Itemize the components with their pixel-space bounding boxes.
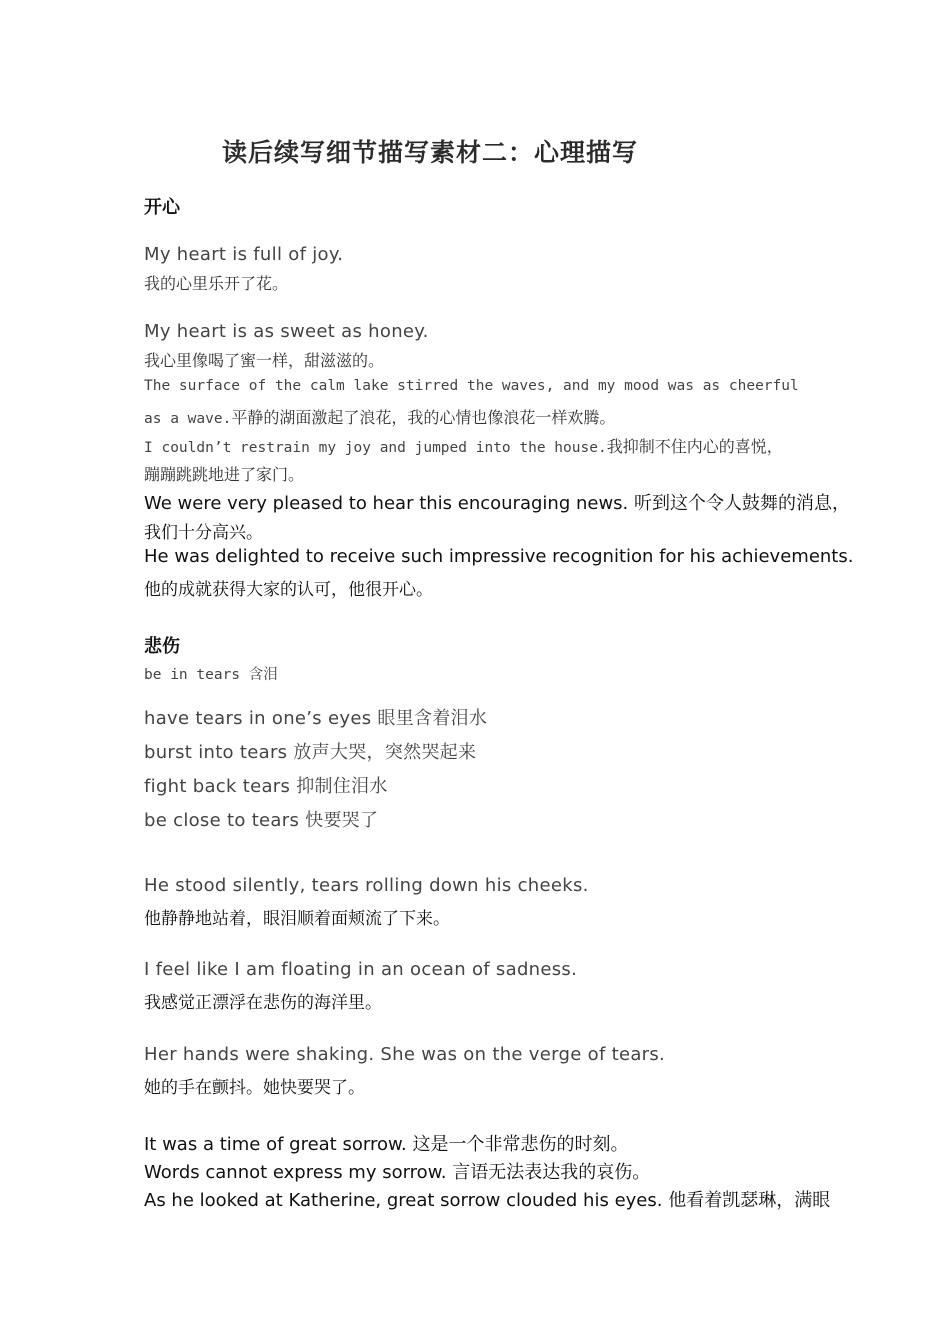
section-heading-sad: 悲伤	[144, 636, 180, 657]
phrase-item	[144, 663, 278, 684]
sentence-mono	[144, 434, 783, 457]
sentence-mono-en: as a wave.	[144, 411, 232, 427]
sentence-bilingual: It was a time of great sorrow. 这是一个非常悲伤的时刻。	[144, 1134, 629, 1155]
page-title: 读后续写细节描写素材二：心理描写	[222, 138, 639, 167]
sentence-mono	[144, 405, 615, 428]
sentence-bilingual: We were very pleased to hear this encouraging news. 听到这个令人鼓舞的消息，	[144, 493, 850, 514]
sentence-mono-zh: 我抑制不住内心的喜悦，	[606, 437, 783, 456]
sentence-zh: 他的成就获得大家的认可，他很开心。	[144, 580, 433, 600]
section-heading-happy: 开心	[144, 197, 180, 218]
sentence-zh: 他静静地站着，眼泪顺着面颊流了下来。	[144, 909, 450, 929]
sentence-en: He was delighted to receive such impressive recognition for his achievements.	[144, 546, 854, 567]
sentence-bilingual: As he looked at Katherine, great sorrow clouded his eyes. 他看着凯瑟琳，满眼	[144, 1190, 831, 1211]
sentence-zh: 她的手在颤抖。她快要哭了。	[144, 1078, 365, 1098]
phrase-item: fight back tears 抑制住泪水	[144, 776, 388, 797]
sentence-en: I feel like I am floating in an ocean of sadness.	[144, 959, 578, 980]
sentence-mono-en: I couldn’t restrain my joy and jumped into the house.	[144, 440, 607, 456]
sentence-mono-zh: 平静的湖面激起了浪花，我的心情也像浪花一样欢腾。	[231, 408, 616, 427]
sentence-zh: 我感觉正漂浮在悲伤的海洋里。	[144, 993, 382, 1013]
sentence-en: My heart is as sweet as honey.	[144, 321, 429, 342]
sentence-mono: The surface of the calm lake stirred the waves, and my mood was as cheerful	[144, 378, 799, 394]
sentence-en: Her hands were shaking. She was on the verge of tears.	[144, 1044, 666, 1065]
sentence-zh: 蹦蹦跳跳地进了家门。	[144, 465, 305, 484]
sentence-zh: 我心里像喝了蜜一样，甜滋滋的。	[144, 351, 385, 370]
sentence-en: My heart is full of joy.	[144, 244, 344, 265]
sentence-en: He stood silently, tears rolling down his cheeks.	[144, 875, 589, 896]
phrase-item: be close to tears 快要哭了	[144, 810, 379, 831]
sentence-bilingual: Words cannot express my sorrow. 言语无法表达我的哀伤。	[144, 1162, 651, 1183]
phrase-item: have tears in one’s eyes 眼里含着泪水	[144, 708, 488, 729]
phrase-item: burst into tears 放声大哭，突然哭起来	[144, 742, 477, 763]
sentence-zh: 我们十分高兴。	[144, 523, 263, 543]
sentence-zh: 我的心里乐开了花。	[144, 274, 289, 293]
phrase-text: be in tears 含泪	[144, 667, 278, 683]
